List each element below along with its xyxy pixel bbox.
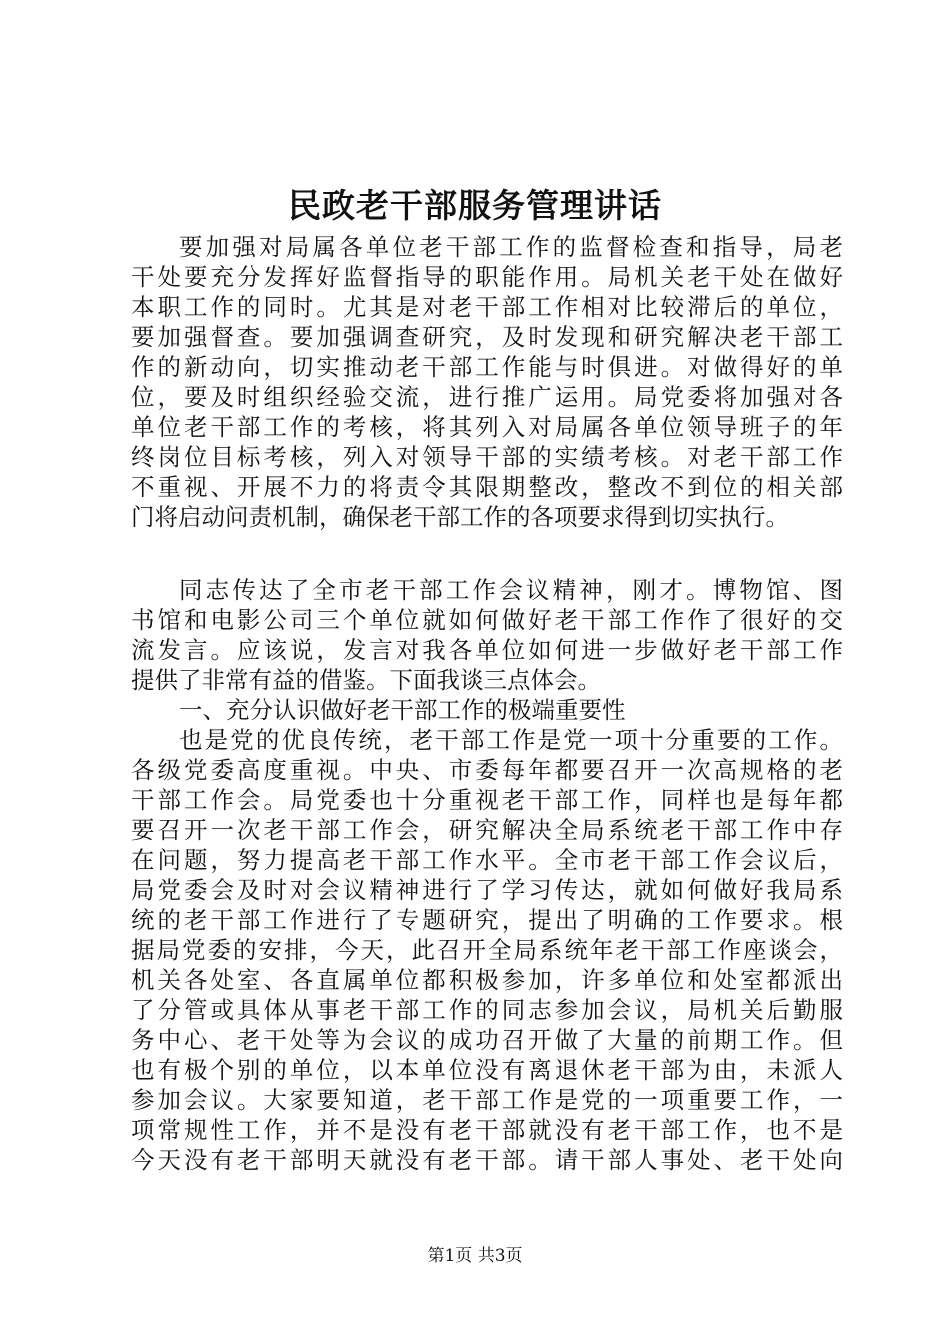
document-body [131, 232, 843, 1175]
text-line: 同志传达了全市老干部工作会议精神，刚才。博物馆、图 [179, 576, 843, 604]
text-line: 务中心、老干处等为会议的成功召开做了大量的前期工作。但 [131, 1026, 843, 1054]
text-line: 要召开一次老干部工作会，研究解决全局系统老干部工作中存 [131, 816, 843, 844]
text-line: 各级党委高度重视。中央、市委每年都要召开一次高规格的老 [131, 756, 843, 784]
paragraph [131, 232, 843, 532]
text-line: 干处要充分发挥好监督指导的职能作用。局机关老干处在做好 [131, 263, 843, 291]
text-line: 今天没有老干部明天就没有老干部。请干部人事处、老干处向 [131, 1146, 843, 1174]
text-line: 提供了非常有益的借鉴。下面我谈三点体会。 [131, 666, 601, 694]
text-line: 流发言。应该说，发言对我各单位如何进一步做好老干部工作 [131, 636, 843, 664]
text-line: 一、充分认识做好老干部工作的极端重要性 [179, 696, 626, 724]
text-line: 在问题，努力提高老干部工作水平。全市老干部工作会议后， [131, 846, 843, 874]
text-line: 也有极个别的单位，以本单位没有离退休老干部为由，未派人 [131, 1056, 843, 1084]
text-line: 本职工作的同时。尤其是对老干部工作相对比较滞后的单位， [131, 293, 843, 321]
text-line: 书馆和电影公司三个单位就如何做好老干部工作作了很好的交 [131, 606, 843, 634]
text-line: 了分管或具体从事老干部工作的同志参加会议，局机关后勤服 [131, 996, 843, 1024]
paragraph [131, 575, 843, 695]
text-line: 据局党委的安排，今天，此召开全局系统年老干部工作座谈会， [131, 936, 843, 964]
text-line: 项常规性工作，并不是没有老干部就没有老干部工作，也不是 [131, 1116, 843, 1144]
document-title: 民政老干部服务管理讲话 [288, 186, 662, 225]
text-line: 要加强对局属各单位老干部工作的监督检查和指导，局老 [179, 233, 843, 261]
text-line: 终岗位目标考核，列入对领导干部的实绩考核。对老干部工作 [131, 443, 843, 471]
text-line: 不重视、开展不力的将责令其限期整改，整改不到位的相关部 [131, 473, 843, 501]
text-line: 参加会议。大家要知道，老干部工作是党的一项重要工作，一 [131, 1086, 843, 1114]
text-line: 也是党的优良传统，老干部工作是党一项十分重要的工作。 [179, 726, 843, 754]
text-line: 统的老干部工作进行了专题研究，提出了明确的工作要求。根 [131, 906, 843, 934]
text-line: 位，要及时组织经验交流，进行推广运用。局党委将加强对各 [131, 383, 843, 411]
text-line: 作的新动向，切实推动老干部工作能与时俱进。对做得好的单 [131, 353, 843, 381]
text-line: 机关各处室、各直属单位都积极参加，许多单位和处室都派出 [131, 966, 843, 994]
paragraph-gap [131, 532, 843, 575]
paragraph [131, 725, 843, 1175]
text-line: 门将启动问责机制，确保老干部工作的各项要求得到切实执行。 [131, 503, 789, 531]
page-footer: 第1页 共3页 [427, 1246, 523, 1266]
text-line: 干部工作会。局党委也十分重视老干部工作，同样也是每年都 [131, 786, 843, 814]
text-line: 局党委会及时对会议精神进行了学习传达，就如何做好我局系 [131, 876, 843, 904]
text-line: 单位老干部工作的考核，将其列入对局属各单位领导班子的年 [131, 413, 843, 441]
text-line: 要加强督查。要加强调查研究，及时发现和研究解决老干部工 [131, 323, 843, 351]
section-heading [131, 695, 843, 725]
